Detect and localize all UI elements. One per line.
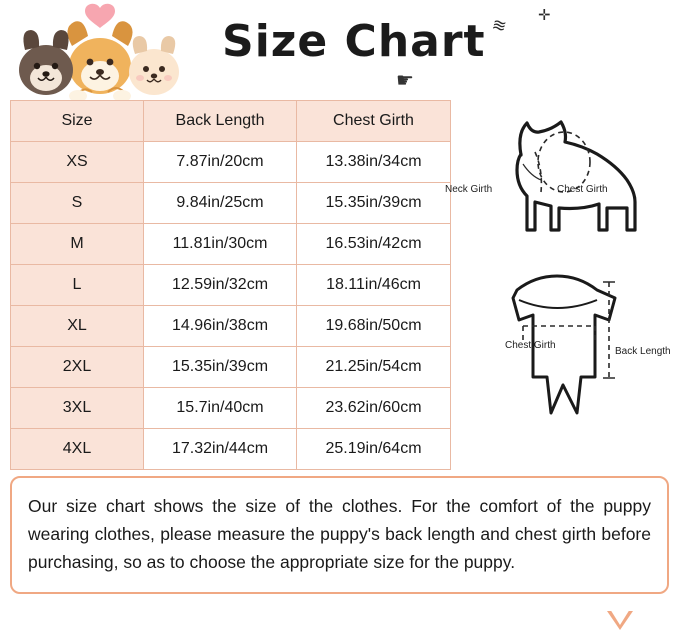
illustrations [445, 100, 671, 470]
cell-size: M [11, 224, 144, 265]
cell-back-length: 15.7in/40cm [144, 388, 297, 429]
size-chart-table [10, 100, 451, 470]
table-row [11, 183, 451, 224]
note-text: Our size chart shows the size of the clothes. For the comfort of the puppy wearing clothes, please measure the puppy's back length and chest girth before purchasing, so as to choose the appropriate size for the puppy. [10, 476, 669, 594]
table-row [11, 388, 451, 429]
column-header-chest-girth: Chest Girth [297, 101, 451, 142]
three-puppies-with-heart-icon [8, 2, 198, 102]
cell-back-length: 17.32in/44cm [144, 429, 297, 470]
cell-chest-girth: 23.62in/60cm [297, 388, 451, 429]
column-header-back-length: Back Length [144, 101, 297, 142]
cell-size: 4XL [11, 429, 144, 470]
table-row [11, 347, 451, 388]
cell-chest-girth: 25.19in/64cm [297, 429, 451, 470]
column-header-size: Size [11, 101, 144, 142]
cell-chest-girth: 15.35in/39cm [297, 183, 451, 224]
header [0, 0, 679, 100]
cell-back-length: 11.81in/30cm [144, 224, 297, 265]
cell-back-length: 9.84in/25cm [144, 183, 297, 224]
cell-size: L [11, 265, 144, 306]
sparkle-lines-icon: ≋ [489, 14, 509, 38]
cell-size: XS [11, 142, 144, 183]
table-row [11, 306, 451, 347]
table-row [11, 265, 451, 306]
cell-back-length: 12.59in/32cm [144, 265, 297, 306]
dog-neck-girth-label: Neck Girth [445, 184, 493, 195]
table-header-row [11, 101, 451, 142]
garment-chest-girth-label: Chest Girth [505, 340, 556, 351]
plus-sparkle-icon: ✛ [538, 6, 551, 24]
cell-back-length: 7.87in/20cm [144, 142, 297, 183]
cell-back-length: 14.96in/38cm [144, 306, 297, 347]
cell-chest-girth: 19.68in/50cm [297, 306, 451, 347]
dog-chest-girth-label: Chest Girth [557, 184, 608, 195]
cell-back-length: 15.35in/39cm [144, 347, 297, 388]
table-row [11, 142, 451, 183]
cell-chest-girth: 16.53in/42cm [297, 224, 451, 265]
cell-chest-girth: 18.11in/46cm [297, 265, 451, 306]
cell-size: 2XL [11, 347, 144, 388]
cell-size: 3XL [11, 388, 144, 429]
pointing-hand-icon: ☛ [396, 68, 414, 92]
cell-size: XL [11, 306, 144, 347]
table-row [11, 224, 451, 265]
cell-size: S [11, 183, 144, 224]
dog-measurement-diagram-icon [461, 100, 669, 265]
note-bubble [10, 476, 669, 594]
page-title: Size Chart [222, 16, 486, 67]
table-row [11, 429, 451, 470]
cell-chest-girth: 21.25in/54cm [297, 347, 451, 388]
garment-back-length-label: Back Length [615, 346, 671, 357]
cell-chest-girth: 13.38in/34cm [297, 142, 451, 183]
main-content [0, 100, 679, 470]
